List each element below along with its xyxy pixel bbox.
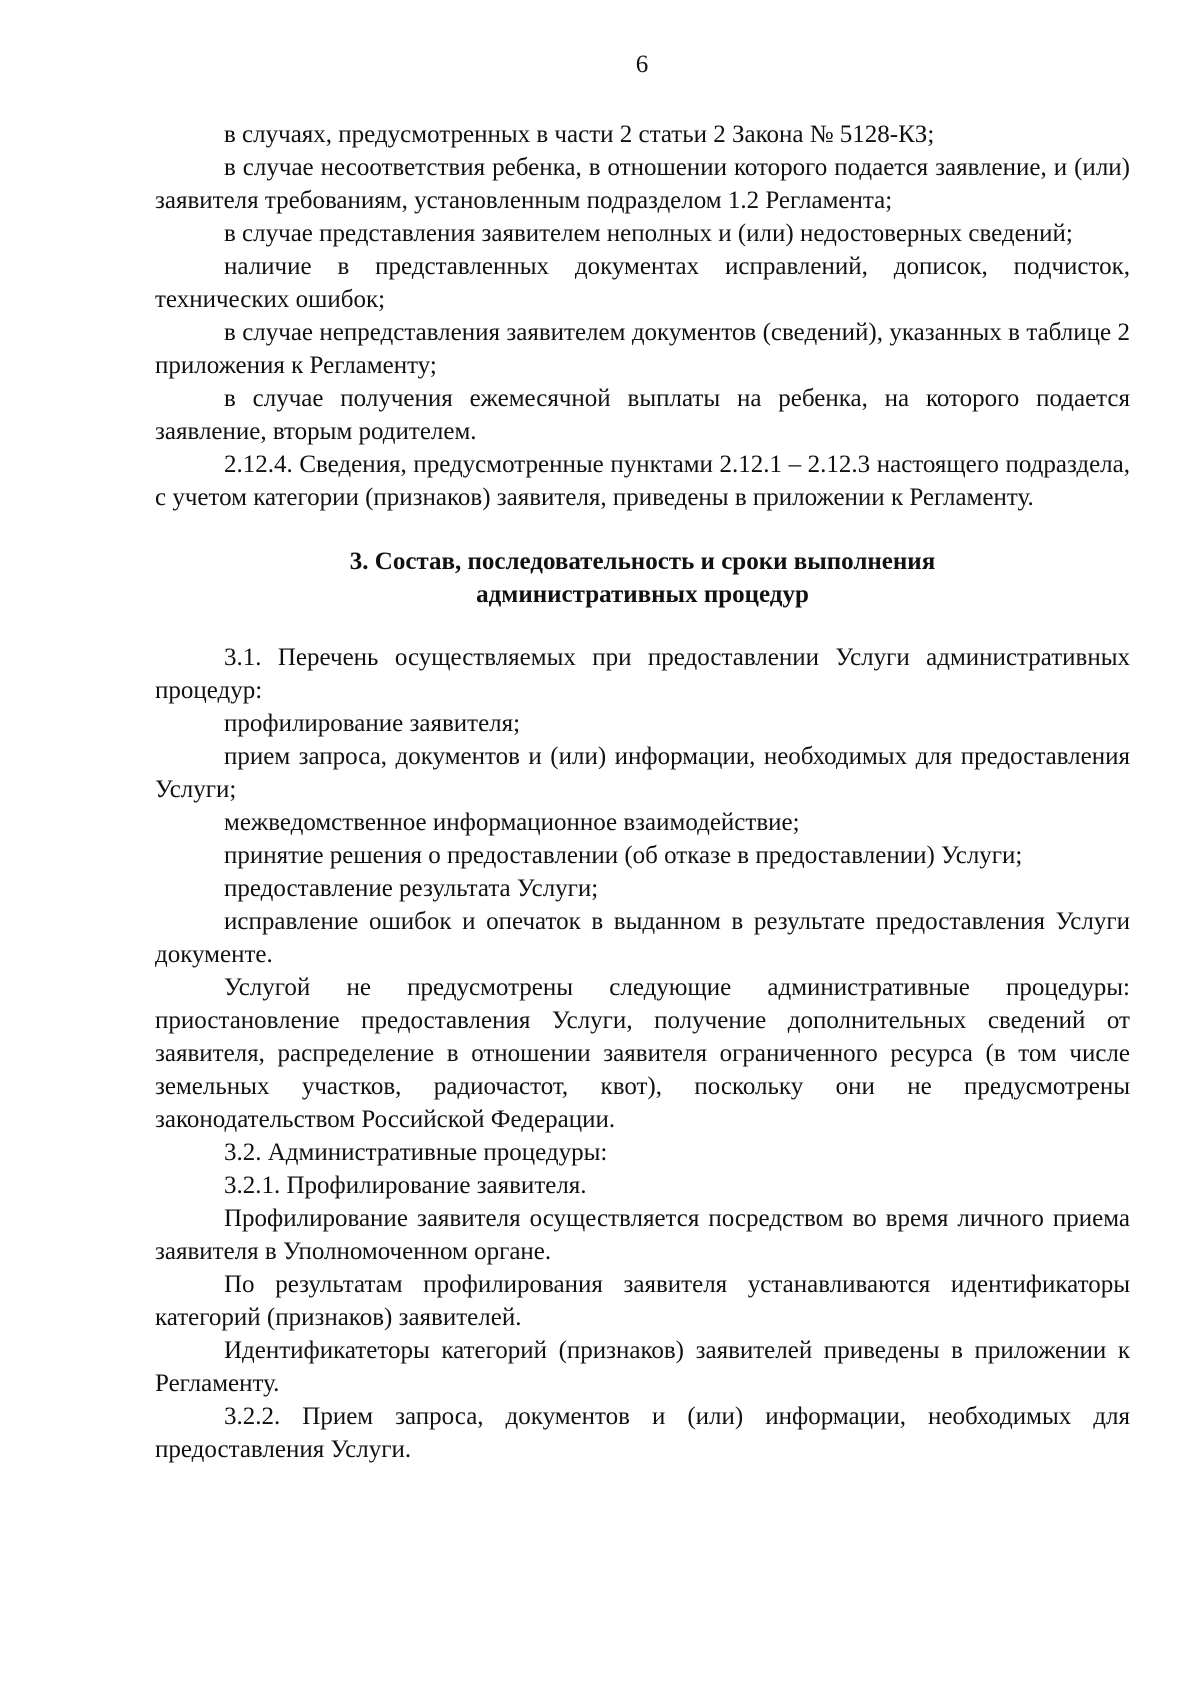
- paragraph: в случае получения ежемесячной выплаты на ребенка, на которого подается заявление, вторым родителем.: [155, 385, 1130, 445]
- paragraph: принятие решения о предоставлении (об отказе в предоставлении) Услуги;: [224, 842, 1023, 869]
- section-heading-line-1: 3. Состав, последовательность и сроки выполнения: [349, 548, 936, 575]
- paragraph: 3.1. Перечень осуществляемых при предоставлении Услуги административных процедур:: [155, 644, 1130, 704]
- paragraph: Услугой не предусмотрены следующие административные процедуры: приостановление предоставления Услуги, получение дополнительных сведений от заявителя, распределение в отношении заявителя ограниченного ресурса (в том числе земельных участков, радиочастот, квот), поскольку они не предусмотрены законодательством Российской Федерации.: [155, 974, 1130, 1133]
- paragraph: 2.12.4. Сведения, предусмотренные пунктами 2.12.1 – 2.12.3 настоящего подраздела, с учетом категории (признаков) заявителя, приведены в приложении к Регламенту.: [155, 451, 1130, 511]
- paragraph: наличие в представленных документах исправлений, дописок, подчисток, технических ошибок;: [155, 253, 1130, 313]
- paragraph: 3.2. Административные процедуры:: [224, 1139, 608, 1166]
- paragraph: Идентификатеторы категорий (признаков) заявителей приведены в приложении к Регламенту.: [155, 1337, 1130, 1397]
- paragraph: предоставление результата Услуги;: [224, 875, 599, 902]
- paragraph: прием запроса, документов и (или) информации, необходимых для предоставления Услуги;: [155, 743, 1130, 803]
- paragraph: в случае несоответствия ребенка, в отношении которого подается заявление, и (или) заявителя требованиям, установленным подразделом 1.2 Регламента;: [155, 154, 1130, 214]
- paragraph: профилирование заявителя;: [224, 710, 521, 737]
- paragraph: Профилирование заявителя осуществляется посредством во время личного приема заявителя в Уполномоченном органе.: [155, 1205, 1130, 1265]
- paragraph: в случае представления заявителем неполных и (или) недостоверных сведений;: [224, 220, 1073, 247]
- paragraph: в случае непредставления заявителем документов (сведений), указанных в таблице 2 приложения к Регламенту;: [155, 319, 1130, 379]
- section-heading-line-2: административных процедур: [476, 581, 809, 608]
- paragraph: в случаях, предусмотренных в части 2 статьи 2 Закона № 5128-КЗ;: [224, 121, 935, 148]
- section-heading: [155, 545, 1130, 611]
- page-number: 6: [635, 51, 649, 78]
- paragraph: По результатам профилирования заявителя устанавливаются идентификаторы категорий (признаков) заявителей.: [155, 1271, 1130, 1331]
- paragraph: межведомственное информационное взаимодействие;: [224, 809, 800, 836]
- paragraph: 3.2.2. Прием запроса, документов и (или) информации, необходимых для предоставления Услуги.: [155, 1403, 1130, 1463]
- paragraph: 3.2.1. Профилирование заявителя.: [224, 1172, 587, 1199]
- document-body: [155, 118, 1130, 1466]
- paragraph: исправление ошибок и опечаток в выданном в результате предоставления Услуги документе.: [155, 908, 1130, 968]
